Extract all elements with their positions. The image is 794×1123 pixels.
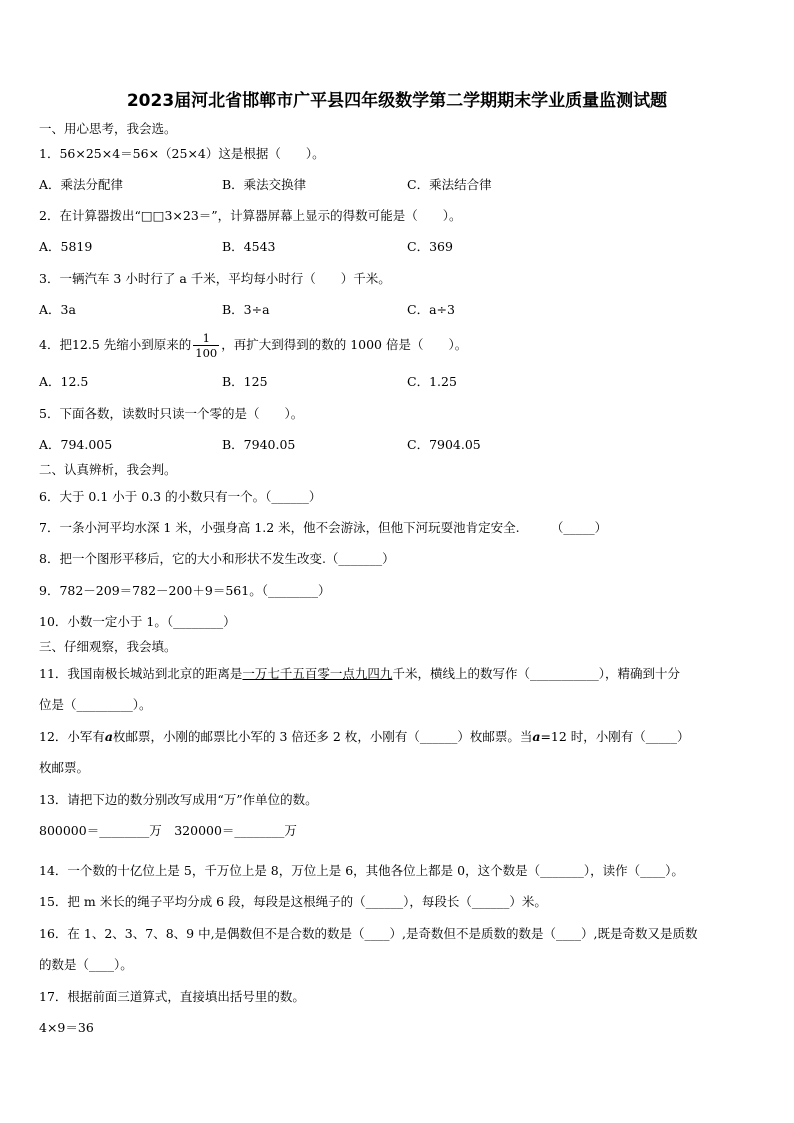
q12-variable-a-2: a xyxy=(532,729,541,744)
q3-option-b[interactable]: B．3÷a xyxy=(222,302,270,317)
question-14: 14．一个数的十亿位上是 5，千万位上是 8，万位上是 6，其他各位上都是 0，这个数是（_______），读作（____）。 xyxy=(39,863,684,878)
question-16-line-2: 的数是（____）。 xyxy=(39,957,133,972)
q12-text-2: 枚邮票，小刚的邮票比小军的 3 倍还多 2 枚，小刚有（______）枚邮票。当 xyxy=(113,729,533,744)
question-9: 9．782－209＝782－200＋9＝561。（________） xyxy=(39,583,331,598)
q12-text-1: 12．小军有 xyxy=(39,729,105,744)
q5-option-a[interactable]: A．794.005 xyxy=(39,437,113,452)
fraction-denominator: 100 xyxy=(195,346,218,360)
q2-option-b[interactable]: B．4543 xyxy=(222,239,276,254)
question-11-line-2: 位是（_________）。 xyxy=(39,697,152,712)
question-17-line-2: 4×9＝36 xyxy=(39,1020,94,1035)
q1-option-c[interactable]: C．乘法结合律 xyxy=(407,177,492,192)
question-12-line-2: 枚邮票。 xyxy=(39,760,90,775)
question-15: 15．把 m 米长的绳子平均分成 6 段，每段是这根绳子的（______），每段长（______）米。 xyxy=(39,894,547,909)
question-5: 5．下面各数，读数时只读一个零的是（ ）。 xyxy=(39,406,304,421)
q1-option-a[interactable]: A．乘法分配律 xyxy=(39,177,124,192)
q11-text-after: 千米，横线上的数写作（___________），精确到十分 xyxy=(392,666,680,681)
q4-option-a[interactable]: A．12.5 xyxy=(39,374,89,389)
question-6: 6．大于 0.1 小于 0.3 的小数只有一个。（______） xyxy=(39,489,322,504)
q5-option-b[interactable]: B．7940.05 xyxy=(222,437,296,452)
page-title: 2023届河北省邯郸市广平县四年级数学第二学期期末学业质量监测试题 xyxy=(126,91,668,111)
question-1: 1．56×25×4＝56×（25×4）这是根据（ ）。 xyxy=(39,146,325,161)
q4-option-b[interactable]: B．125 xyxy=(222,374,268,389)
q12-variable-a: a xyxy=(104,729,114,744)
question-3: 3．一辆汽车 3 小时行了 a 千米，平均每小时行（ ）千米。 xyxy=(39,271,391,286)
question-2: 2．在计算器拨出“□□3×23＝”，计算器屏幕上显示的得数可能是（ ）。 xyxy=(39,208,462,223)
section-heading-2: 二、认真辨析，我会判。 xyxy=(39,462,177,477)
question-7: 7．一条小河平均水深 1 米，小强身高 1.2 米，他不会游泳，但他下河玩耍池肯定安全. （_____） xyxy=(39,520,608,535)
q12-text-3: =12 时，小刚有（_____） xyxy=(540,729,690,744)
question-10: 10．小数一定小于 1。（________） xyxy=(39,614,236,629)
q1-option-b[interactable]: B．乘法交换律 xyxy=(222,177,307,192)
question-4 xyxy=(39,328,467,362)
q11-underlined-number: 一万七千五百零一点九四九 xyxy=(242,666,393,681)
fraction-numerator: 1 xyxy=(193,331,219,346)
q3-option-c[interactable]: C．a÷3 xyxy=(407,302,455,317)
q5-option-c[interactable]: C．7904.05 xyxy=(407,437,481,452)
q2-option-c[interactable]: C．369 xyxy=(407,239,453,254)
question-16: 16．在 1、2、3、7、8、9 中,是偶数但不是合数的数是（____）,是奇数但不是质数的数是（____）,既是奇数又是质数 xyxy=(39,926,698,941)
fraction-one-hundredth xyxy=(193,331,219,360)
section-heading-3: 三、仔细观察，我会填。 xyxy=(39,639,177,654)
question-11 xyxy=(39,666,680,682)
q11-text-before: 11．我国南极长城站到北京的距离是 xyxy=(39,666,243,681)
question-13: 13．请把下边的数分别改写成用“万”作单位的数。 xyxy=(39,792,318,807)
question-17: 17．根据前面三道算式，直接填出括号里的数。 xyxy=(39,989,305,1004)
q4-text-before: 4．把12.5 先缩小到原来的 xyxy=(39,337,192,352)
q2-option-a[interactable]: A．5819 xyxy=(39,239,93,254)
q4-text-after: ，再扩大到得到的数的 1000 倍是（ ）。 xyxy=(221,337,468,352)
question-13-line-2: 800000＝________万 320000＝________万 xyxy=(39,823,297,838)
q4-option-c[interactable]: C．1.25 xyxy=(407,374,457,389)
question-8: 8．把一个图形平移后，它的大小和形状不发生改变.（_______） xyxy=(39,551,395,566)
q3-option-a[interactable]: A．3a xyxy=(39,302,76,317)
question-12 xyxy=(39,729,690,745)
section-heading-1: 一、用心思考，我会选。 xyxy=(39,121,177,136)
